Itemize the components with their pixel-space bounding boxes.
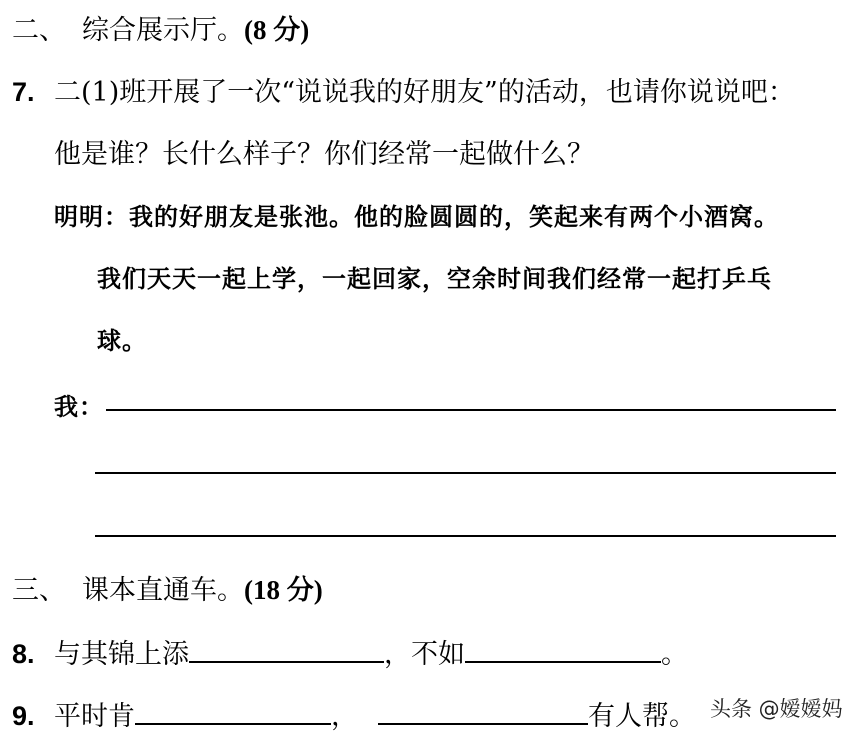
section-number: 二、 bbox=[12, 15, 66, 46]
example-answer-line-1 bbox=[54, 197, 779, 232]
watermark: 头条 @嫒嫒妈 bbox=[710, 697, 843, 721]
section-points: (18 分) bbox=[244, 575, 323, 605]
question-9 bbox=[12, 694, 696, 733]
answer-blank-line-1[interactable] bbox=[106, 409, 836, 411]
speaker-label: 明明： bbox=[54, 202, 129, 231]
question-text: 有人帮。 bbox=[588, 701, 696, 732]
my-answer-label bbox=[54, 387, 104, 422]
question-number: 9. bbox=[12, 701, 35, 731]
question-text: 平时肯 bbox=[54, 701, 135, 732]
question-prompt: 二(1)班开展了一次“说说我的好朋友”的活动，也请你说说吧： bbox=[54, 77, 795, 108]
answer-blank-line-3[interactable] bbox=[95, 535, 836, 537]
question-number: 8. bbox=[12, 639, 35, 669]
question-7-line-1 bbox=[12, 70, 795, 109]
example-answer-text: 我们天天一起上学，一起回家，空余时间我们经常一起打乒乓 bbox=[97, 264, 772, 293]
section-heading-3 bbox=[12, 568, 323, 607]
me-label: 我： bbox=[54, 392, 104, 421]
section-points: (8 分) bbox=[244, 15, 310, 45]
answer-blank-line-2[interactable] bbox=[95, 472, 836, 474]
question-8 bbox=[12, 632, 688, 671]
section-title: 课本直通车。 bbox=[82, 575, 244, 606]
section-number: 三、 bbox=[12, 575, 66, 606]
question-number: 7. bbox=[12, 77, 35, 107]
example-answer-line-2 bbox=[97, 259, 772, 294]
example-answer-text: 我的好朋友是张池。他的脸圆圆的，笑起来有两个小酒窝。 bbox=[129, 202, 779, 231]
question-text: ， bbox=[331, 701, 358, 732]
question-text: 与其锦上添 bbox=[54, 639, 189, 670]
fill-blank-1[interactable] bbox=[135, 701, 331, 725]
section-title: 综合展示厅。 bbox=[82, 15, 244, 46]
example-answer-line-3 bbox=[97, 321, 147, 356]
fill-blank-2[interactable] bbox=[378, 701, 588, 725]
question-7-line-2 bbox=[54, 132, 594, 171]
fill-blank-2[interactable] bbox=[465, 639, 661, 663]
fill-blank-1[interactable] bbox=[189, 639, 384, 663]
question-text: 。 bbox=[661, 639, 688, 670]
question-text: ，不如 bbox=[384, 639, 465, 670]
example-answer-text: 球。 bbox=[97, 326, 147, 355]
section-heading-2 bbox=[12, 8, 309, 47]
question-prompt-continued: 他是谁？长什么样子？你们经常一起做什么？ bbox=[54, 139, 594, 170]
